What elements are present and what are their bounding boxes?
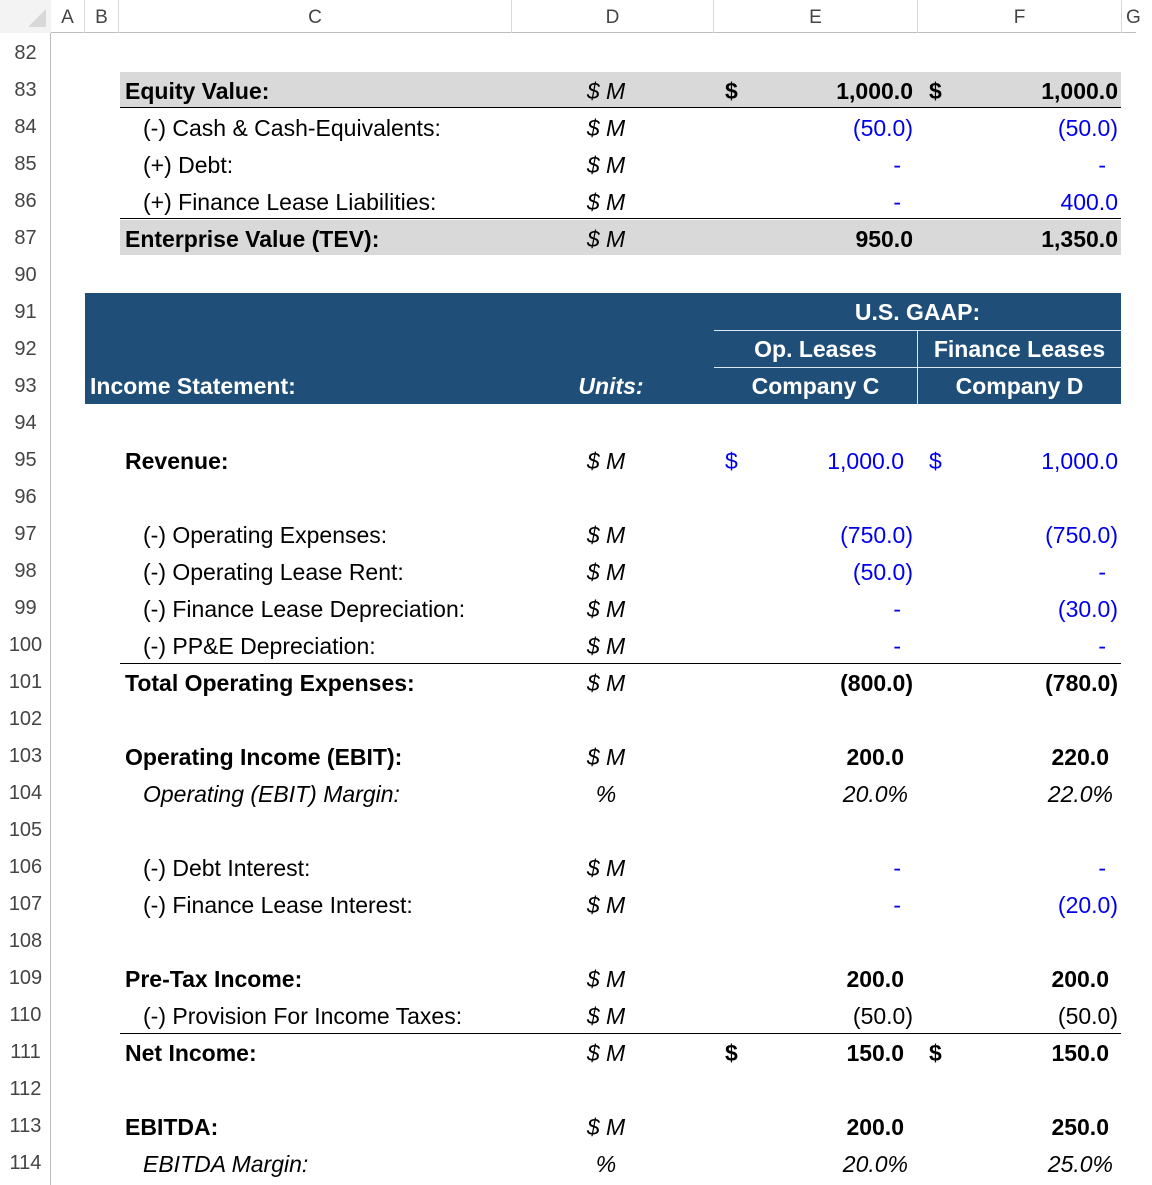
- row-header-96[interactable]: 96: [14, 486, 37, 508]
- label-opex: (-) Operating Expenses:: [143, 522, 388, 548]
- e-pretax[interactable]: 200.0: [846, 966, 904, 992]
- f-finance-lease-liabilities[interactable]: 400.0: [1060, 189, 1118, 215]
- row-header-82[interactable]: 82: [14, 42, 37, 64]
- f-ebit-margin[interactable]: 22.0%: [1047, 781, 1113, 807]
- f-tev[interactable]: 1,350.0: [1041, 226, 1118, 252]
- select-all-corner[interactable]: [0, 0, 51, 33]
- e-finance-lease-liabilities[interactable]: -: [893, 189, 901, 215]
- row-ebitda[interactable]: [51, 1108, 1136, 1145]
- e-debt[interactable]: -: [893, 152, 901, 178]
- f-ebitda[interactable]: 250.0: [1051, 1114, 1109, 1140]
- row-header-99[interactable]: 99: [14, 597, 37, 619]
- row-header-104[interactable]: 104: [8, 782, 43, 804]
- e-opex[interactable]: (750.0): [840, 522, 913, 548]
- unit-taxes: $ M: [586, 1003, 626, 1029]
- row-header-98[interactable]: 98: [14, 560, 37, 582]
- f-taxes[interactable]: (50.0): [1057, 1003, 1118, 1029]
- unit-net-income: $ M: [586, 1040, 626, 1066]
- column-header-c[interactable]: C: [119, 0, 512, 33]
- label-pretax: Pre-Tax Income:: [125, 966, 303, 992]
- row-debt[interactable]: [51, 146, 1136, 183]
- f-opex[interactable]: (750.0): [1045, 522, 1118, 548]
- unit-opex: $ M: [586, 522, 626, 548]
- row-tev[interactable]: [51, 220, 1136, 257]
- column-header-d[interactable]: D: [512, 0, 714, 33]
- column-header-e[interactable]: E: [714, 0, 918, 33]
- unit-debt: $ M: [586, 152, 626, 178]
- label-equity-value: Equity Value:: [125, 78, 270, 104]
- dollar-f-revenue: $: [929, 448, 942, 474]
- e-revenue[interactable]: 1,000.0: [827, 448, 904, 474]
- label-ppe-depreciation: (-) PP&E Depreciation:: [143, 633, 376, 659]
- label-ebitda: EBITDA:: [125, 1114, 219, 1140]
- unit-debt-interest: $ M: [586, 855, 626, 881]
- column-header-a[interactable]: A: [51, 0, 85, 33]
- company-d-label: Company D: [955, 373, 1084, 399]
- row-finance-lease-liabilities[interactable]: [51, 183, 1136, 220]
- dollar-e-equity-value: $: [725, 78, 738, 104]
- label-tev: Enterprise Value (TEV):: [125, 226, 380, 252]
- row-header-83[interactable]: 83: [14, 79, 37, 101]
- op-leases-label: Op. Leases: [754, 336, 877, 362]
- row-header-110[interactable]: 110: [9, 1004, 42, 1026]
- unit-total-opex: $ M: [586, 670, 626, 696]
- dollar-e-revenue: $: [725, 448, 738, 474]
- row-header-97[interactable]: 97: [14, 523, 37, 545]
- row-fl-depreciation[interactable]: [51, 590, 1136, 627]
- row-header-106[interactable]: 106: [8, 856, 43, 878]
- column-header-bar: [0, 0, 1141, 33]
- e-total-opex[interactable]: (800.0): [840, 670, 913, 696]
- row-revenue[interactable]: [51, 442, 1136, 479]
- f-debt[interactable]: -: [1098, 152, 1106, 178]
- label-fl-depreciation: (-) Finance Lease Depreciation:: [143, 596, 466, 622]
- row-header-103[interactable]: 103: [8, 745, 43, 767]
- f-fl-depreciation[interactable]: (30.0): [1057, 596, 1118, 622]
- row-net-income[interactable]: [51, 1034, 1136, 1071]
- f-cash[interactable]: (50.0): [1057, 115, 1118, 141]
- unit-equity-value: $ M: [586, 78, 626, 104]
- label-finance-lease-liabilities: (+) Finance Lease Liabilities:: [143, 189, 437, 215]
- label-cash: (-) Cash & Cash-Equivalents:: [143, 115, 441, 141]
- dollar-f-equity-value: $: [929, 78, 942, 104]
- f-pretax[interactable]: 200.0: [1051, 966, 1109, 992]
- row-header-113[interactable]: 113: [9, 1115, 42, 1137]
- row-pretax[interactable]: [51, 960, 1136, 997]
- column-header-b[interactable]: B: [85, 0, 119, 33]
- dollar-f-net-income: $: [929, 1040, 942, 1066]
- f-ppe-depreciation[interactable]: -: [1098, 633, 1106, 659]
- column-header-g[interactable]: G: [1126, 7, 1141, 28]
- e-ebit-margin[interactable]: 20.0%: [842, 781, 908, 807]
- label-ebit: Operating Income (EBIT):: [125, 744, 403, 770]
- unit-tev: $ M: [586, 226, 626, 252]
- label-ebit-margin: Operating (EBIT) Margin:: [143, 781, 400, 807]
- row-header-102[interactable]: 102: [8, 708, 43, 730]
- e-tev[interactable]: 950.0: [855, 226, 913, 252]
- e-fl-depreciation[interactable]: -: [893, 596, 901, 622]
- label-debt: (+) Debt:: [143, 152, 234, 178]
- e-ebitda-margin[interactable]: 20.0%: [842, 1151, 908, 1177]
- row-header-114[interactable]: 114: [9, 1152, 42, 1174]
- row-ebit[interactable]: [51, 738, 1136, 775]
- row-op-lease-rent[interactable]: [51, 553, 1136, 590]
- row-equity-value[interactable]: [51, 72, 1136, 109]
- e-taxes[interactable]: (50.0): [852, 1003, 913, 1029]
- gaap-label: U.S. GAAP:: [854, 299, 981, 325]
- row-ebit-margin[interactable]: [51, 775, 1136, 812]
- row-opex[interactable]: [51, 516, 1136, 553]
- f-revenue[interactable]: 1,000.0: [1041, 448, 1118, 474]
- label-total-opex: Total Operating Expenses:: [125, 670, 415, 696]
- unit-cash: $ M: [586, 115, 626, 141]
- f-ebitda-margin[interactable]: 25.0%: [1047, 1151, 1113, 1177]
- unit-ebitda: $ M: [586, 1114, 626, 1140]
- f-equity-value[interactable]: 1,000.0: [1041, 78, 1118, 104]
- unit-revenue: $ M: [586, 448, 626, 474]
- label-taxes: (-) Provision For Income Taxes:: [143, 1003, 463, 1029]
- row-header-93[interactable]: 93: [14, 375, 37, 397]
- unit-fl-interest: $ M: [586, 892, 626, 918]
- row-header-111[interactable]: 111: [10, 1041, 41, 1063]
- column-header-f[interactable]: F: [918, 0, 1122, 33]
- row-ebitda-margin[interactable]: [51, 1145, 1136, 1182]
- row-header-84[interactable]: 84: [14, 116, 37, 138]
- row-header-101[interactable]: 101: [8, 671, 43, 693]
- row-header-85[interactable]: 85: [14, 153, 37, 175]
- row-debt-interest[interactable]: [51, 849, 1136, 886]
- row-taxes[interactable]: [51, 997, 1136, 1034]
- f-total-opex[interactable]: (780.0): [1045, 670, 1118, 696]
- row-header-94[interactable]: 94: [14, 412, 37, 434]
- f-op-lease-rent[interactable]: -: [1098, 559, 1106, 585]
- row-fl-interest[interactable]: [51, 886, 1136, 923]
- unit-ppe-depreciation: $ M: [586, 633, 626, 659]
- f-ebit[interactable]: 220.0: [1051, 744, 1109, 770]
- row-header-86[interactable]: 86: [14, 190, 37, 212]
- units-header: Units:: [578, 373, 644, 399]
- label-revenue: Revenue:: [125, 448, 229, 474]
- e-fl-interest[interactable]: -: [893, 892, 901, 918]
- e-ebit[interactable]: 200.0: [846, 744, 904, 770]
- row-header-105[interactable]: 105: [8, 819, 43, 841]
- row-header-109[interactable]: 109: [8, 967, 43, 989]
- row-header-95[interactable]: 95: [14, 449, 37, 471]
- income-statement-title: Income Statement:: [90, 373, 296, 399]
- label-debt-interest: (-) Debt Interest:: [143, 855, 311, 881]
- row-header-100[interactable]: 100: [8, 634, 43, 656]
- row-header-92[interactable]: 92: [14, 338, 37, 360]
- label-op-lease-rent: (-) Operating Lease Rent:: [143, 559, 404, 585]
- unit-finance-lease-liabilities: $ M: [586, 189, 626, 215]
- row-total-opex[interactable]: [51, 664, 1136, 701]
- unit-fl-depreciation: $ M: [586, 596, 626, 622]
- row-header-107[interactable]: 107: [8, 893, 43, 915]
- row-header-108[interactable]: 108: [8, 930, 43, 952]
- unit-pretax: $ M: [586, 966, 626, 992]
- e-net-income[interactable]: 150.0: [846, 1040, 904, 1066]
- row-header-112[interactable]: 112: [9, 1078, 42, 1100]
- select-all-icon: [28, 9, 46, 27]
- unit-ebit: $ M: [586, 744, 626, 770]
- e-equity-value[interactable]: 1,000.0: [836, 78, 913, 104]
- f-debt-interest[interactable]: -: [1098, 855, 1106, 881]
- row-header-90[interactable]: 90: [14, 264, 37, 286]
- e-debt-interest[interactable]: -: [893, 855, 901, 881]
- unit-op-lease-rent: $ M: [586, 559, 626, 585]
- e-op-lease-rent[interactable]: (50.0): [852, 559, 913, 585]
- row-cash[interactable]: [51, 109, 1136, 146]
- company-c-label: Company C: [751, 373, 880, 399]
- e-ppe-depreciation[interactable]: -: [893, 633, 901, 659]
- label-fl-interest: (-) Finance Lease Interest:: [143, 892, 413, 918]
- e-cash[interactable]: (50.0): [852, 115, 913, 141]
- dollar-e-net-income: $: [725, 1040, 738, 1066]
- e-ebitda[interactable]: 200.0: [846, 1114, 904, 1140]
- finance-leases-label: Finance Leases: [933, 336, 1106, 362]
- label-net-income: Net Income:: [125, 1040, 257, 1066]
- unit-ebitda-margin: %: [595, 1151, 617, 1177]
- row-header-87[interactable]: 87: [14, 227, 37, 249]
- unit-ebit-margin: %: [595, 781, 617, 807]
- label-ebitda-margin: EBITDA Margin:: [143, 1151, 309, 1177]
- row-ppe-depreciation[interactable]: [51, 627, 1136, 664]
- row-header-91[interactable]: 91: [14, 301, 37, 323]
- f-net-income[interactable]: 150.0: [1051, 1040, 1109, 1066]
- f-fl-interest[interactable]: (20.0): [1057, 892, 1118, 918]
